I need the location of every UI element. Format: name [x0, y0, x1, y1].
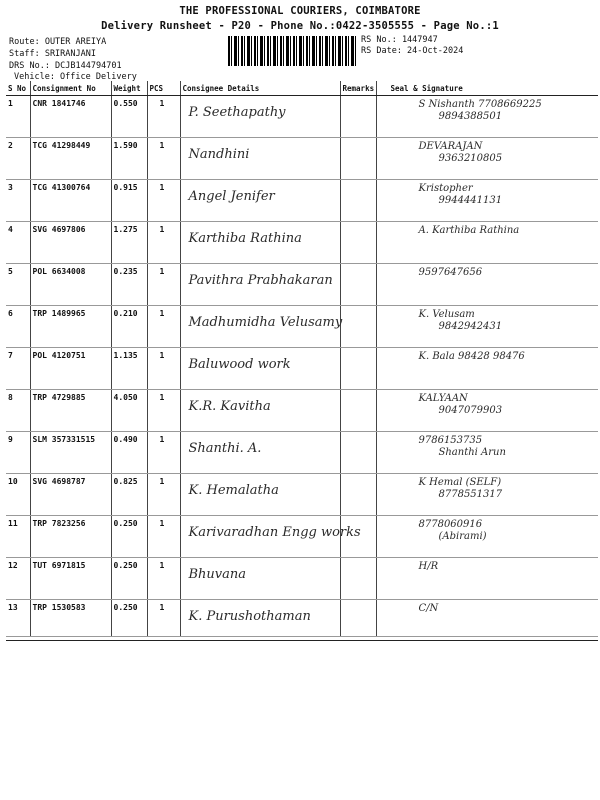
signature-text: 9047079903 [438, 405, 503, 416]
consignee-name: K. Hemalatha [188, 483, 279, 498]
sno-cell: 3 [6, 180, 30, 222]
col-weight: Weight [111, 81, 147, 96]
table-row [6, 348, 598, 390]
consignment-cell: TRP 1489965 [30, 306, 111, 348]
signature-cell [376, 558, 598, 600]
pcs-cell: 1 [147, 180, 180, 222]
pcs-cell: 1 [147, 474, 180, 516]
signature-text: 9786153735 [418, 435, 483, 446]
weight-cell: 0.210 [111, 306, 147, 348]
col-consignment: Consignment No [30, 81, 111, 96]
consignee-name: K.R. Kavitha [188, 399, 271, 414]
signature-cell [376, 600, 598, 637]
signature-text: S Nishanth 7708669225 [418, 99, 542, 110]
signature-text: 9894388501 [438, 111, 503, 122]
signature-text: K Hemal (SELF) [418, 477, 502, 488]
pcs-cell: 1 [147, 390, 180, 432]
consignment-cell: TRP 4729885 [30, 390, 111, 432]
signature-text: 9597647656 [418, 267, 483, 278]
table-header-row [6, 81, 598, 96]
remarks-cell [340, 180, 376, 222]
consignee-cell [180, 600, 340, 637]
consignee-cell [180, 516, 361, 558]
consignment-cell: CNR 1841746 [30, 96, 111, 138]
remarks-cell [340, 138, 376, 180]
weight-cell: 1.275 [111, 222, 147, 264]
remarks-cell [340, 390, 376, 432]
consignee-cell [180, 348, 340, 390]
runsheet-title: Delivery Runsheet - P20 - Phone No.:0422-3505555 - Page No.:1 [101, 20, 499, 32]
consignment-cell: POL 4120751 [30, 348, 111, 390]
col-sno: S No [6, 81, 30, 96]
consignee-cell [180, 96, 340, 138]
col-pcs: PCS [147, 81, 180, 96]
runsheet-table [6, 81, 598, 637]
sno-cell: 1 [6, 96, 30, 138]
signature-cell [376, 180, 598, 222]
consignment-cell: SVG 4698787 [30, 474, 111, 516]
sno-cell: 7 [6, 348, 30, 390]
weight-cell: 0.490 [111, 432, 147, 474]
consignment-cell: SVG 4697806 [30, 222, 111, 264]
consignee-cell [180, 264, 340, 306]
table-row [6, 600, 598, 637]
signature-cell [376, 432, 598, 474]
table-row [6, 222, 598, 264]
consignment-cell: TRP 7823256 [30, 516, 111, 558]
consignee-name: Shanthi. A. [188, 441, 262, 456]
signature-text: 9842942431 [438, 321, 503, 332]
weight-cell: 4.050 [111, 390, 147, 432]
remarks-cell [340, 348, 376, 390]
sno-cell: 2 [6, 138, 30, 180]
signature-text: 9363210805 [438, 153, 503, 164]
consignment-cell: TRP 1530583 [30, 600, 111, 637]
signature-text: 9944441131 [438, 195, 503, 206]
table-row [6, 516, 598, 558]
signature-text: 8778060916 [418, 519, 483, 530]
pcs-cell: 1 [147, 96, 180, 138]
table-row [6, 138, 598, 180]
weight-cell: 0.915 [111, 180, 147, 222]
consignee-name: P. Seethapathy [188, 105, 286, 120]
table-row [6, 390, 598, 432]
signature-text: C/N [418, 603, 439, 614]
signature-cell [376, 264, 598, 306]
signature-text: DEVARAJAN [418, 141, 483, 152]
weight-cell: 1.135 [111, 348, 147, 390]
consignee-name: Madhumidha Velusamy [188, 315, 343, 330]
consignee-cell [180, 558, 340, 600]
sno-cell: 4 [6, 222, 30, 264]
pcs-cell: 1 [147, 348, 180, 390]
consignee-name: Angel Jenifer [188, 189, 275, 204]
remarks-cell [340, 222, 376, 264]
signature-text: A. Karthiba Rathina [418, 225, 520, 236]
consignee-cell [180, 222, 340, 264]
signature-cell [376, 516, 598, 558]
pcs-cell: 1 [147, 306, 180, 348]
table-row [6, 432, 598, 474]
route-label: Route: OUTER AREIYA [9, 37, 107, 47]
signature-text: K. Velusam [418, 309, 475, 320]
pcs-cell: 1 [147, 138, 180, 180]
remarks-cell [340, 558, 376, 600]
consignee-name: Bhuvana [188, 567, 247, 582]
drs-label: DRS No.: DCJB144794701 [9, 61, 122, 71]
sno-cell: 12 [6, 558, 30, 600]
signature-text: KALYAAN [418, 393, 468, 404]
signature-text: K. Bala 98428 98476 [418, 351, 525, 362]
signature-cell [376, 390, 598, 432]
signature-text: 8778551317 [438, 489, 503, 500]
consignee-name: Karivaradhan Engg works [188, 525, 361, 540]
consignment-cell: TUT 6971815 [30, 558, 111, 600]
weight-cell: 0.250 [111, 600, 147, 637]
table-row [6, 306, 598, 348]
signature-cell [376, 138, 598, 180]
consignment-cell: POL 6634008 [30, 264, 111, 306]
table-row [6, 180, 598, 222]
signature-text: (Abirami) [438, 531, 487, 542]
consignee-cell [180, 138, 340, 180]
signature-text: Shanthi Arun [438, 447, 506, 458]
pcs-cell: 1 [147, 600, 180, 637]
col-signature: Seal & Signature [376, 81, 598, 96]
table-row [6, 558, 598, 600]
consignee-name: Baluwood work [188, 357, 291, 372]
consignment-cell: TCG 41298449 [30, 138, 111, 180]
consignee-cell [180, 432, 340, 474]
weight-cell: 0.825 [111, 474, 147, 516]
table-bottom-rule [6, 640, 598, 641]
signature-text: Kristopher [418, 183, 473, 194]
sno-cell: 9 [6, 432, 30, 474]
remarks-cell [340, 306, 376, 348]
consignee-cell [180, 474, 340, 516]
remarks-cell [340, 600, 376, 637]
signature-cell [376, 96, 598, 138]
signature-cell [376, 474, 598, 516]
consignment-cell: SLM 357331515 [30, 432, 111, 474]
signature-cell [376, 306, 598, 348]
vehicle-label: Vehicle: Office Delivery [14, 72, 137, 82]
sno-cell: 8 [6, 390, 30, 432]
consignee-cell [180, 306, 343, 348]
weight-cell: 0.250 [111, 558, 147, 600]
pcs-cell: 1 [147, 432, 180, 474]
weight-cell: 0.550 [111, 96, 147, 138]
sno-cell: 11 [6, 516, 30, 558]
table-row [6, 474, 598, 516]
consignment-cell: TCG 41300764 [30, 180, 111, 222]
consignee-cell [180, 390, 340, 432]
barcode-image [228, 36, 356, 66]
weight-cell: 0.235 [111, 264, 147, 306]
table-row [6, 264, 598, 306]
consignee-name: Karthiba Rathina [188, 231, 302, 246]
sno-cell: 13 [6, 600, 30, 637]
pcs-cell: 1 [147, 222, 180, 264]
signature-cell [376, 348, 598, 390]
remarks-cell [340, 432, 376, 474]
rs-date: RS Date: 24-Oct-2024 [361, 46, 464, 56]
pcs-cell: 1 [147, 516, 180, 558]
weight-cell: 1.590 [111, 138, 147, 180]
sno-cell: 6 [6, 306, 30, 348]
table-row [6, 96, 598, 138]
remarks-cell [340, 474, 376, 516]
col-consignee: Consignee Details [180, 81, 340, 96]
signature-cell [376, 222, 598, 264]
col-remarks: Remarks [340, 81, 376, 96]
sno-cell: 5 [6, 264, 30, 306]
sno-cell: 10 [6, 474, 30, 516]
rs-number: RS No.: 1447947 [361, 35, 438, 45]
remarks-cell [340, 96, 376, 138]
consignee-name: Nandhini [188, 147, 250, 162]
pcs-cell: 1 [147, 558, 180, 600]
pcs-cell: 1 [147, 264, 180, 306]
staff-label: Staff: SRIRANJANI [9, 49, 96, 59]
weight-cell: 0.250 [111, 516, 147, 558]
remarks-cell [340, 264, 376, 306]
signature-text: H/R [418, 561, 439, 572]
company-title: THE PROFESSIONAL COURIERS, COIMBATORE [179, 5, 421, 17]
consignee-name: Pavithra Prabhakaran [188, 273, 333, 288]
consignee-cell [180, 180, 340, 222]
consignee-name: K. Purushothaman [188, 609, 311, 624]
